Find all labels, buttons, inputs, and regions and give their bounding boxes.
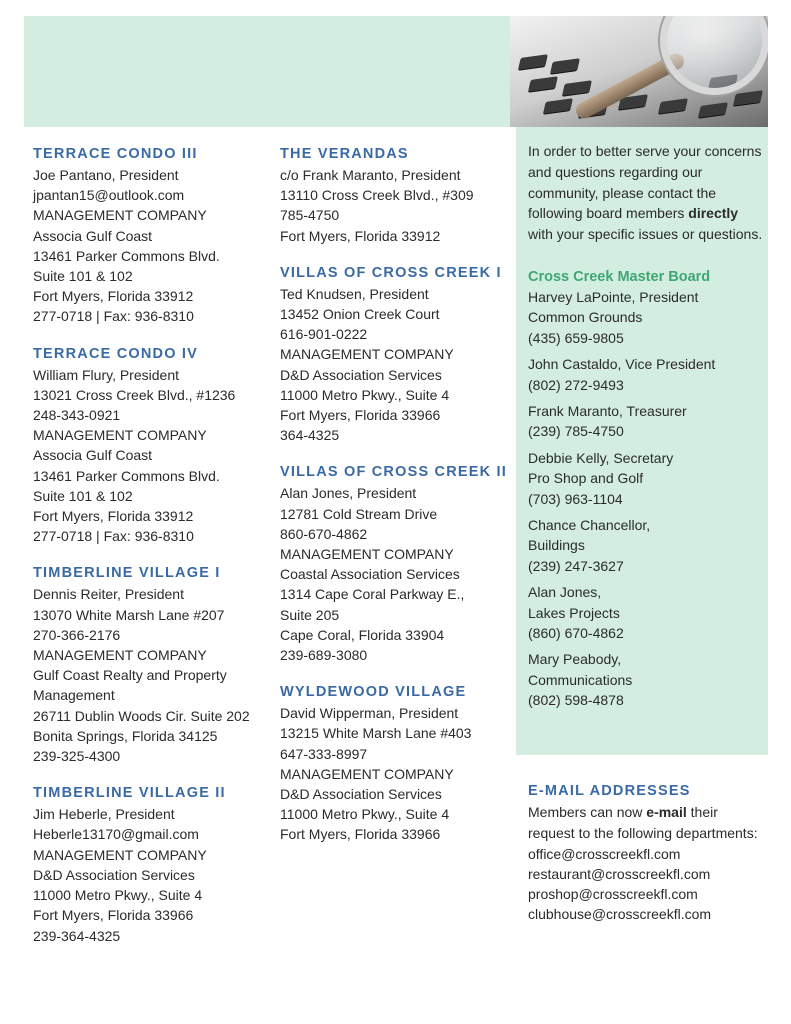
management-label: MANAGEMENT COMPANY: [33, 647, 207, 664]
management-label: MANAGEMENT COMPANY: [280, 546, 454, 563]
association-timberline-village-ii: [33, 784, 273, 945]
member-name: Mary Peabody,: [528, 651, 622, 668]
email-text: jpantan15@outlook.com: [33, 187, 185, 204]
key-icon: [528, 76, 558, 92]
address-line: Suite 101 & 102: [33, 487, 133, 504]
intro-text: Members can now: [528, 804, 647, 820]
member-phone: (239) 785-4750: [528, 423, 624, 440]
board-member: [528, 649, 764, 710]
address-line: Suite 101 & 102: [33, 268, 133, 285]
city-line: Cape Coral, Florida 33904: [280, 626, 445, 643]
section-heading: TIMBERLINE VILLAGE II: [33, 785, 226, 802]
management-label: MANAGEMENT COMPANY: [280, 765, 454, 782]
key-icon: [733, 90, 763, 106]
board-column: [528, 141, 764, 717]
email-intro: [528, 802, 764, 844]
member-phone: (860) 670-4862: [528, 625, 624, 642]
section-heading: THE VERANDAS: [280, 146, 409, 162]
president-name: William Flury, President: [33, 366, 179, 383]
board-member: [528, 354, 764, 395]
phone-line: 239-689-3080: [280, 647, 368, 664]
company-name: Associa Gulf Coast: [33, 447, 153, 464]
city-line: Fort Myers, Florida 33912: [280, 227, 441, 244]
address-line: 13461 Parker Commons Blvd.: [33, 467, 220, 484]
intro-text: their request to the following departments:: [528, 804, 758, 841]
board-intro: [528, 141, 764, 245]
section-heading: WYLDEWOOD VILLAGE: [280, 684, 467, 701]
member-phone: (802) 272-9493: [528, 376, 624, 393]
city-line: Fort Myers, Florida 33912: [33, 288, 194, 305]
member-phone: (239) 247-3627: [528, 557, 624, 574]
section-heading: TERRACE CONDO III: [33, 146, 198, 162]
president-name: Dennis Reiter, President: [33, 586, 184, 603]
association-timberline-village-i: [33, 564, 273, 766]
phone-line: 270-366-2176: [33, 626, 121, 643]
address-line: 13110 Cross Creek Blvd., #309: [280, 187, 474, 204]
company-name: D&D Association Services: [280, 366, 442, 383]
address-line: 12781 Cold Stream Drive: [280, 505, 438, 522]
board-member: [528, 582, 764, 643]
key-icon: [698, 102, 728, 118]
member-name: Chance Chancellor,: [528, 517, 651, 534]
intro-emphasis: directly: [688, 205, 739, 222]
company-name: Coastal Association Services: [280, 566, 460, 583]
association-terrace-condo-iv: [33, 345, 273, 547]
company-name: Associa Gulf Coast: [33, 227, 153, 244]
phone-line: 616-901-0222: [280, 326, 368, 343]
member-role: Buildings: [528, 537, 585, 554]
member-name: John Castaldo, Vice President: [528, 356, 716, 373]
phone-line: 860-670-4862: [280, 525, 368, 542]
email-addresses-section: [528, 782, 764, 924]
management-label: MANAGEMENT COMPANY: [33, 207, 207, 224]
address-line: Suite 205: [280, 606, 340, 623]
address-line: 11000 Metro Pkwy., Suite 4: [280, 806, 450, 823]
address-line: 1314 Cape Coral Parkway E.,: [280, 586, 465, 603]
member-role: Lakes Projects: [528, 604, 620, 621]
member-name: Debbie Kelly, Secretary: [528, 449, 674, 466]
key-icon: [562, 80, 592, 96]
company-name: D&D Association Services: [280, 786, 442, 803]
board-member: [528, 401, 764, 442]
member-name: Alan Jones,: [528, 584, 602, 601]
president-name: Ted Knudsen, President: [280, 285, 429, 302]
board-member: [528, 287, 764, 348]
middle-column: [280, 145, 510, 863]
key-icon: [658, 98, 688, 114]
association-villas-of-cross-creek-i: [280, 264, 510, 446]
phone-line: 277-0718 | Fax: 936-8310: [33, 308, 194, 325]
email-address-restaurant[interactable]: restaurant@crosscreekfl.com: [528, 865, 711, 882]
intro-emphasis: e-mail: [646, 804, 687, 820]
member-role: Pro Shop and Golf: [528, 470, 644, 487]
address-line: 13452 Onion Creek Court: [280, 306, 440, 323]
member-phone: (435) 659-9805: [528, 329, 624, 346]
president-name: Jim Heberle, President: [33, 806, 175, 823]
city-line: Bonita Springs, Florida 34125: [33, 727, 218, 744]
president-name: David Wipperman, President: [280, 705, 459, 722]
member-role: Common Grounds: [528, 309, 643, 326]
member-name: Frank Maranto, Treasurer: [528, 403, 687, 420]
city-line: Fort Myers, Florida 33966: [280, 826, 441, 843]
address-line: 11000 Metro Pkwy., Suite 4: [33, 887, 203, 904]
section-heading: VILLAS OF CROSS CREEK I: [280, 264, 502, 281]
association-the-verandas: [280, 145, 510, 246]
address-line: 13215 White Marsh Lane #403: [280, 725, 472, 742]
key-icon: [550, 58, 580, 74]
company-name: Gulf Coast Realty and Property: [33, 667, 227, 684]
email-address-proshop[interactable]: proshop@crosscreekfl.com: [528, 886, 698, 902]
president-name: c/o Frank Maranto, President: [280, 167, 461, 183]
board-member: [528, 448, 764, 509]
keyboard-magnifier-photo: [510, 16, 768, 127]
board-member: [528, 515, 764, 576]
key-icon: [543, 98, 573, 114]
email-address-office[interactable]: office@crosscreekfl.com: [528, 845, 681, 862]
management-label: MANAGEMENT COMPANY: [280, 346, 454, 363]
association-wyldewood-village: [280, 683, 510, 844]
intro-text: In order to better serve your concerns and questions regarding our community, please contact the following board members: [528, 143, 762, 222]
section-heading: VILLAS OF CROSS CREEK II: [280, 464, 507, 481]
management-label: MANAGEMENT COMPANY: [33, 427, 207, 444]
magnifying-glass-icon: [660, 16, 768, 95]
member-role: Communications: [528, 671, 633, 688]
address-line: 13461 Parker Commons Blvd.: [33, 247, 220, 264]
phone-line: 364-4325: [280, 427, 340, 444]
member-phone: (703) 963-1104: [528, 490, 623, 507]
address-line: 13070 White Marsh Lane #207: [33, 606, 225, 623]
section-heading: E-MAIL ADDRESSES: [528, 783, 691, 799]
phone-line: 239-364-4325: [33, 927, 121, 944]
address-line: 11000 Metro Pkwy., Suite 4: [280, 386, 450, 403]
header-band: [24, 16, 510, 127]
city-line: Fort Myers, Florida 33966: [280, 407, 441, 424]
phone-line: 647-333-8997: [280, 745, 368, 762]
phone-line: 239-325-4300: [33, 748, 121, 765]
section-heading: TERRACE CONDO IV: [33, 345, 199, 362]
email-text: Heberle13170@gmail.com: [33, 826, 199, 843]
city-line: Fort Myers, Florida 33966: [33, 907, 194, 924]
city-line: Fort Myers, Florida 33912: [33, 508, 194, 525]
phone-line: 277-0718 | Fax: 936-8310: [33, 528, 194, 545]
management-label: MANAGEMENT COMPANY: [33, 846, 207, 863]
president-name: Alan Jones, President: [280, 485, 417, 502]
company-name: Management: [33, 687, 115, 704]
intro-text: with your specific issues or questions.: [528, 226, 763, 243]
phone-line: 785-4750: [280, 207, 340, 224]
left-column: [33, 145, 273, 964]
email-address-clubhouse[interactable]: clubhouse@crosscreekfl.com: [528, 906, 712, 923]
president-name: Joe Pantano, President: [33, 167, 179, 183]
address-line: 26711 Dublin Woods Cir. Suite 202: [33, 707, 250, 724]
key-icon: [518, 54, 548, 70]
phone-line: 248-343-0921: [33, 407, 121, 424]
address-line: 13021 Cross Creek Blvd., #1236: [33, 386, 236, 403]
member-name: Harvey LaPointe, President: [528, 288, 699, 305]
association-terrace-condo-iii: [33, 145, 273, 327]
section-heading: TIMBERLINE VILLAGE I: [33, 565, 221, 582]
association-villas-of-cross-creek-ii: [280, 463, 510, 665]
board-title: Cross Creek Master Board: [528, 268, 711, 285]
member-phone: (802) 598-4878: [528, 692, 624, 709]
company-name: D&D Association Services: [33, 866, 195, 883]
